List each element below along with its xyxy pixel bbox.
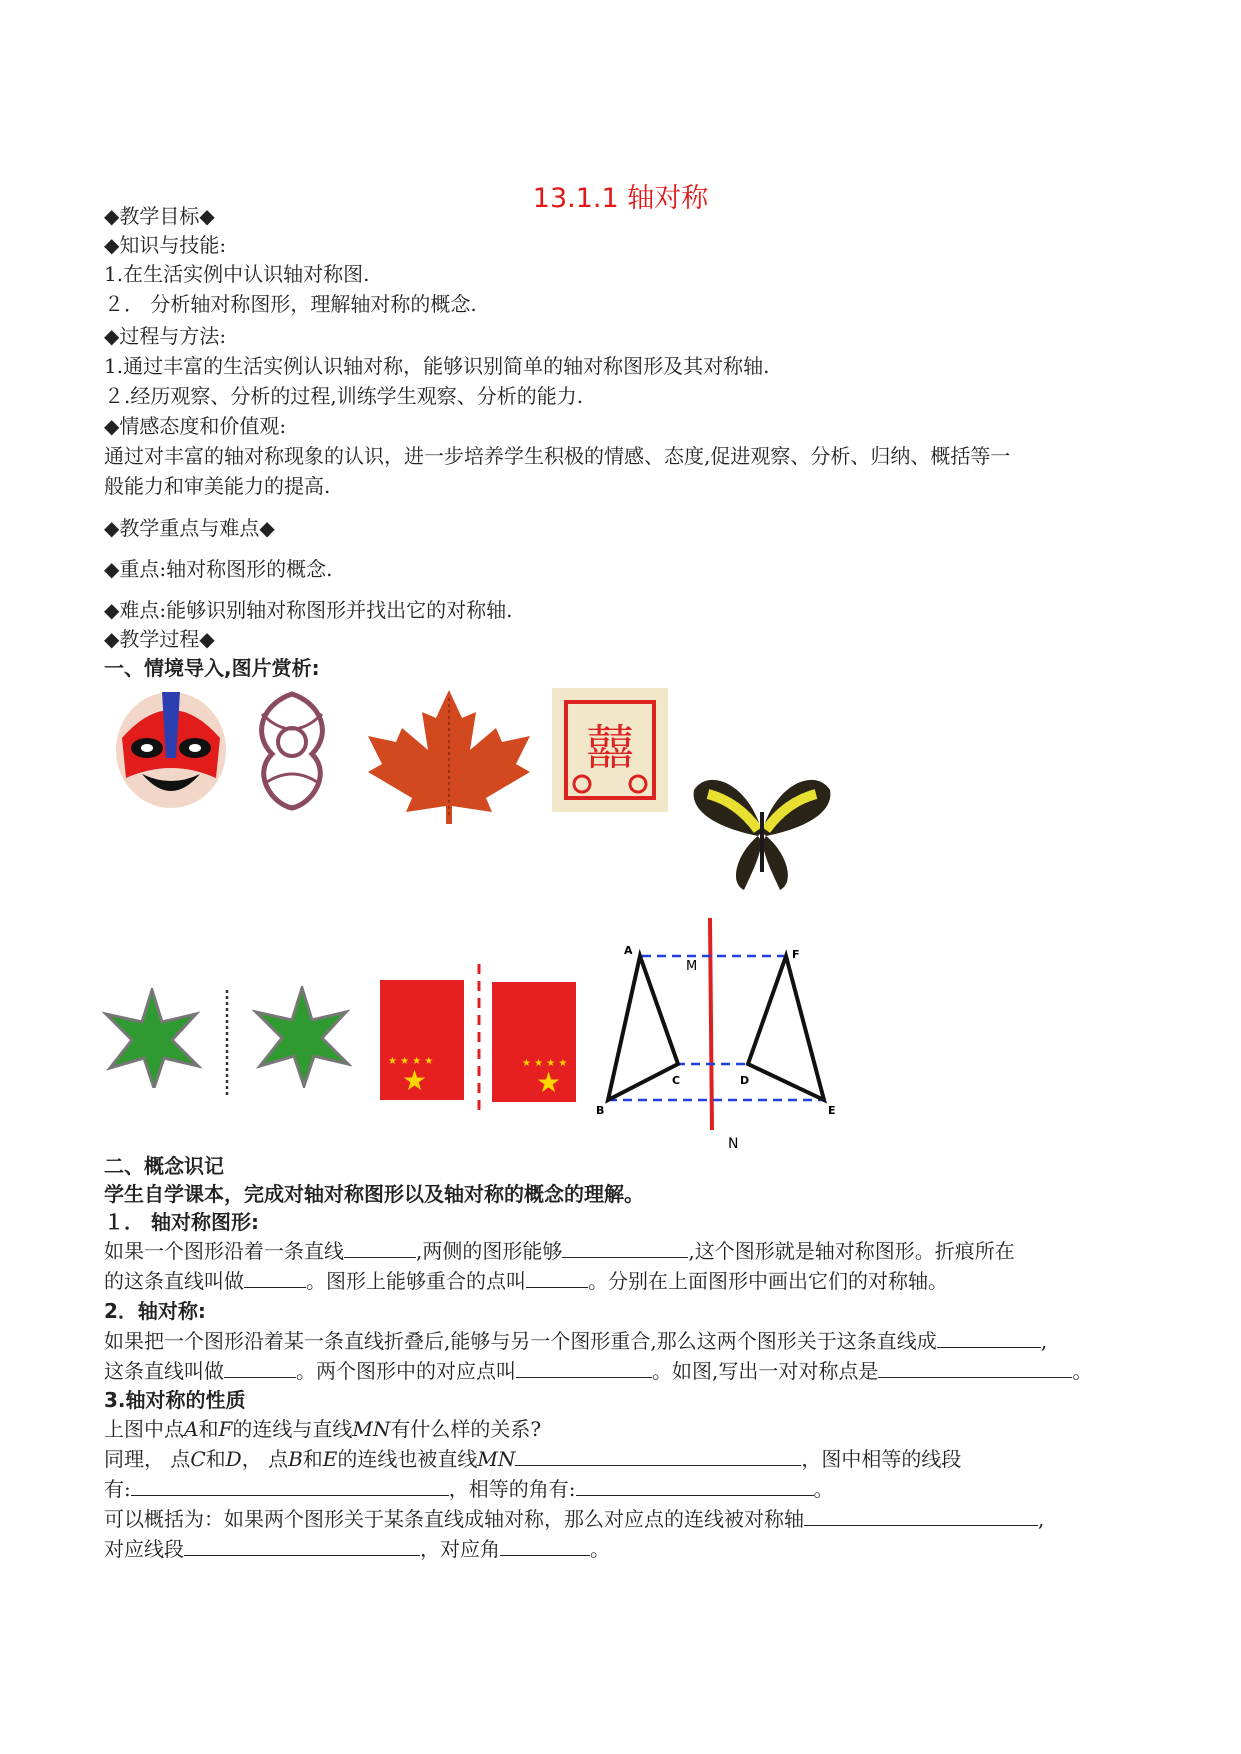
maple-leaf-image: [364, 688, 534, 824]
concept-1-heading: １． 轴对称图形:: [104, 1210, 259, 1234]
label-b: B: [596, 1104, 605, 1117]
section-2-intro: 学生自学课本，完成对轴对称图形以及轴对称的概念的理解。: [104, 1182, 644, 1206]
red-flag-left-image: [380, 980, 468, 1100]
blank-bisected[interactable]: [515, 1447, 801, 1466]
green-plant-right-image: [250, 986, 352, 1088]
concept-3-question-1: 上图中点A和F的连线与直线MN有什么样的关系?: [104, 1417, 542, 1441]
emotion-line-1: 通过对丰富的轴对称现象的认识，进一步培养学生积极的情感、态度,促进观察、分析、归纳、概括等一: [104, 444, 1011, 468]
blank-symmetric[interactable]: [937, 1329, 1041, 1348]
blank-corresponding-points[interactable]: [516, 1359, 652, 1378]
blank-equal-angles[interactable]: [576, 1477, 814, 1496]
svg-text:★ ★ ★ ★: ★ ★ ★ ★: [522, 1058, 568, 1069]
process-item-1: 1.通过丰富的生活实例认识轴对称，能够识别简单的轴对称图形及其对称轴.: [104, 354, 770, 378]
butterfly-image: [688, 772, 836, 896]
triangle-symmetry-figure: [588, 918, 848, 1150]
label-f: F: [792, 948, 800, 961]
knowledge-item-2: ２． 分析轴对称图形，理解轴对称的概念.: [104, 292, 477, 316]
blank-equal-segments[interactable]: [131, 1477, 449, 1496]
svg-text:★: ★: [402, 1064, 428, 1097]
process-item-2: ２.经历观察、分析的过程,训练学生观察、分析的能力.: [104, 384, 584, 408]
key-point: ◆重点:轴对称图形的概念.: [104, 557, 333, 581]
svg-text:囍: 囍: [585, 720, 635, 776]
label-a: A: [624, 944, 633, 957]
dotted-axis-line: [224, 990, 230, 1098]
difficult-point: ◆难点:能够识别轴对称图形并找出它的对称轴.: [104, 598, 513, 622]
opera-mask-image: [112, 688, 230, 810]
blank-axis-name[interactable]: [244, 1269, 306, 1288]
blank-perpendicular-bisect[interactable]: [804, 1507, 1038, 1526]
label-c: C: [672, 1074, 681, 1087]
emotion-line-2: 般能力和审美能力的提高.: [104, 474, 331, 498]
axis-mn-line: [710, 918, 712, 1130]
teaching-process-heading: ◆教学过程◆: [104, 627, 215, 651]
concept-2-heading: 2．轴对称:: [104, 1299, 206, 1323]
label-n: N: [728, 1136, 739, 1150]
knowledge-item-1: 1.在生活实例中认识轴对称图.: [104, 262, 370, 286]
triangle-abc: [608, 956, 681, 1100]
svg-text:★ ★ ★ ★: ★ ★ ★ ★: [388, 1056, 434, 1067]
section-2-heading: 二、概念识记: [104, 1154, 224, 1178]
concept-1-line-2: 的这条直线叫做 。图形上能够重合的点叫 。分别在上面图形中画出它们的对称轴。: [104, 1269, 948, 1293]
blank-line-name[interactable]: [224, 1359, 296, 1378]
concept-2-line-1: 如果把一个图形沿着某一条直线折叠后,能够与另一个图形重合,那么这两个图形关于这条直线成 ,: [104, 1329, 1048, 1353]
triangle-fed: [748, 956, 824, 1100]
page-title: 13.1.1 轴对称: [532, 183, 709, 214]
process-heading: ◆过程与方法:: [104, 324, 227, 348]
red-flag-right-image: [492, 982, 576, 1102]
label-e: E: [828, 1104, 836, 1117]
objectives-heading: ◆教学目标◆: [104, 204, 215, 228]
blank-symmetric-pair[interactable]: [878, 1359, 1072, 1378]
svg-text:★: ★: [536, 1066, 562, 1099]
label-d: D: [740, 1074, 750, 1087]
key-points-heading: ◆教学重点与难点◆: [104, 516, 275, 540]
concept-2-line-2: 这条直线叫做 。两个图形中的对应点叫 。如图,写出一对对称点是 。: [104, 1359, 1093, 1383]
double-happiness-papercut-image: [552, 688, 668, 812]
green-plant-left-image: [102, 988, 202, 1088]
blank-point-name[interactable]: [526, 1269, 588, 1288]
concept-3-question-3: 有: ，相等的角有: 。: [104, 1477, 834, 1501]
blank-coincide[interactable]: [562, 1239, 688, 1258]
label-m: M: [686, 959, 698, 974]
concept-3-summary-1: 可以概括为：如果两个图形关于某条直线成轴对称，那么对应点的连线被对称轴 ,: [104, 1507, 1045, 1531]
dragon-papercut-image: [242, 684, 342, 812]
blank-corresponding-segments[interactable]: [184, 1537, 420, 1556]
blank-corresponding-angles[interactable]: [500, 1537, 590, 1556]
section-1-heading: 一、情境导入,图片赏析:: [104, 656, 320, 680]
concept-1-line-1: 如果一个图形沿着一条直线 ,两侧的图形能够 ,这个图形就是轴对称图形。折痕所在: [104, 1239, 1015, 1263]
blank-fold[interactable]: [344, 1239, 416, 1258]
concept-3-summary-2: 对应线段 ，对应角 。: [104, 1537, 610, 1561]
knowledge-heading: ◆知识与技能:: [104, 233, 227, 257]
emotion-heading: ◆情感态度和价值观:: [104, 414, 287, 438]
concept-3-heading: 3.轴对称的性质: [104, 1388, 246, 1412]
red-dashed-axis-line: [476, 964, 482, 1114]
concept-3-question-2: 同理， 点C和D， 点B和E的连线也被直线MN ，图中相等的线段: [104, 1447, 962, 1471]
